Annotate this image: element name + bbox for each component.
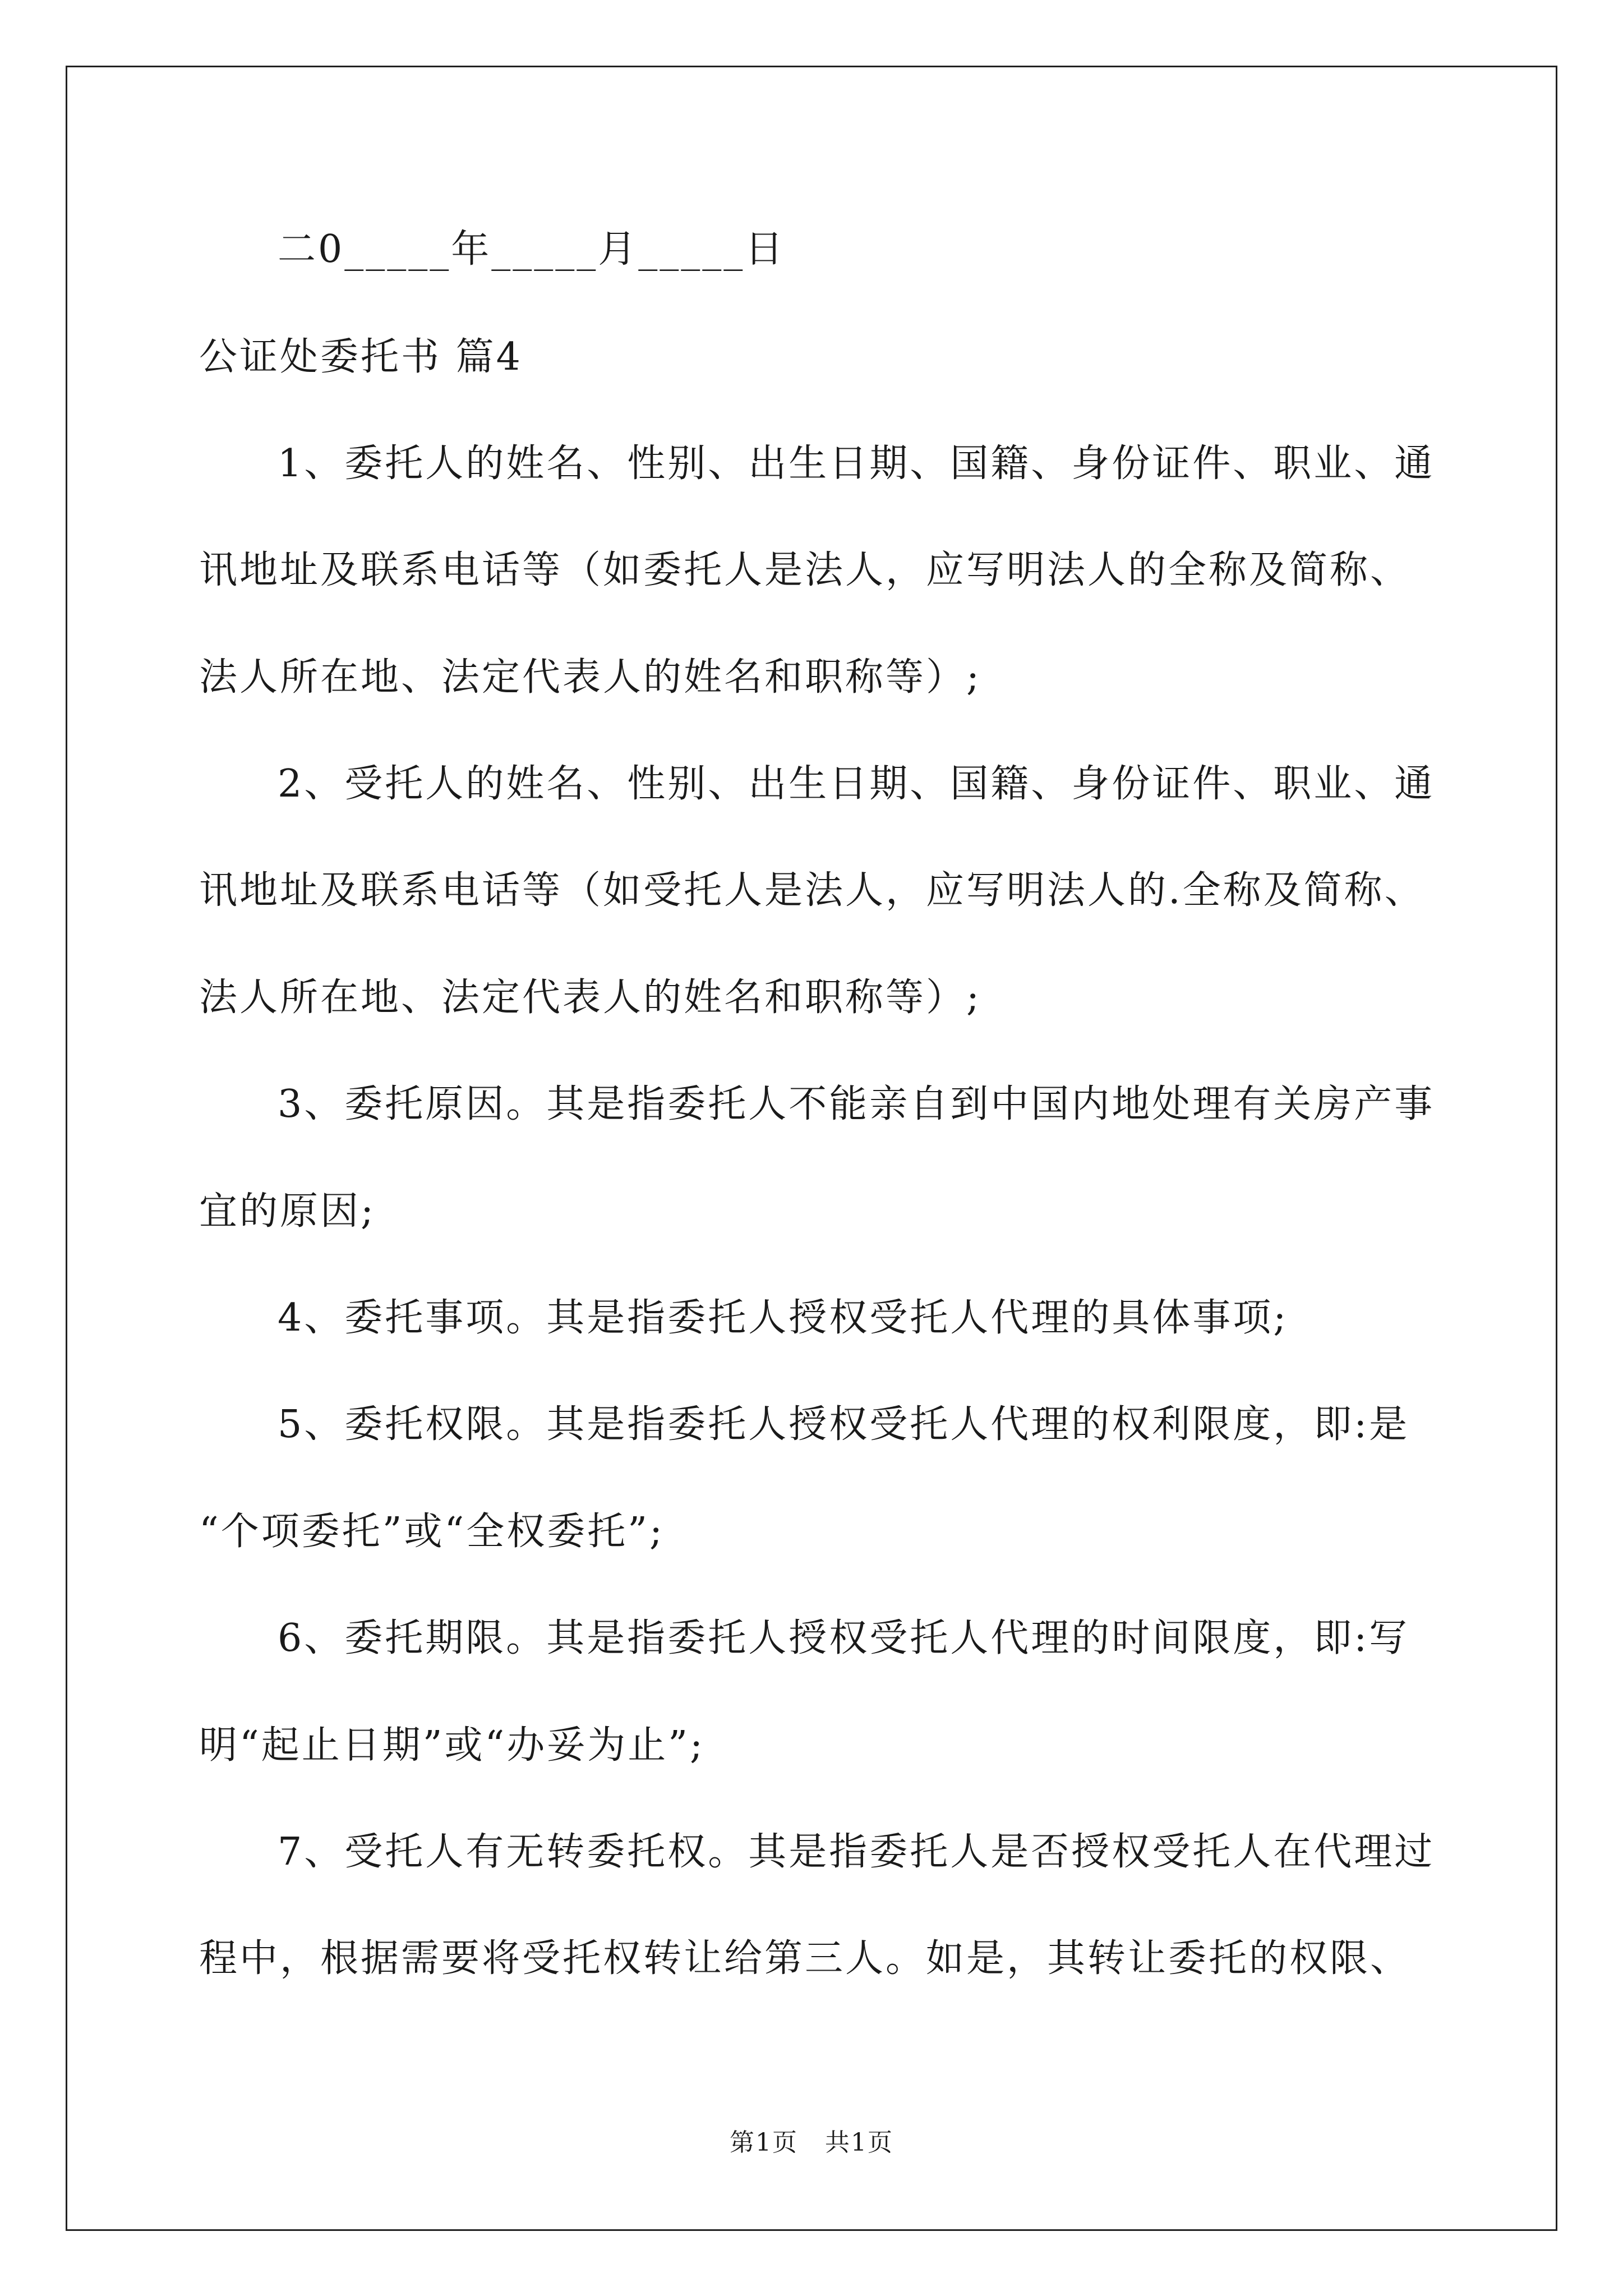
section-title: 公证处委托书 篇4	[199, 335, 523, 379]
page-total: 共1页	[825, 2128, 893, 2157]
page-footer	[0, 2126, 1623, 2160]
paragraph-5-line-1: 5、委托权限。其是指委托人授权受托人代理的权利限度，即:是	[278, 1402, 1410, 1447]
paragraph-3-line-1: 3、委托原因。其是指委托人不能亲自到中国内地处理有关房产事	[278, 1082, 1435, 1126]
paragraph-6-line-1: 6、委托期限。其是指委托人授权受托人代理的时间限度，即:写	[278, 1616, 1410, 1660]
date-line: 二0_____年_____月_____日	[278, 227, 786, 272]
paragraph-2-line-2: 讯地址及联系电话等（如受托人是法人，应写明法人的.全称及简称、	[199, 868, 1425, 913]
page-border	[66, 66, 1557, 2231]
paragraph-1-line-1: 1、委托人的姓名、性别、出生日期、国籍、身份证件、职业、通	[278, 441, 1435, 486]
paragraph-7-line-1: 7、受托人有无转委托权。其是指委托人是否授权受托人在代理过	[278, 1830, 1435, 1874]
paragraph-1-line-2: 讯地址及联系电话等（如委托人是法人，应写明法人的全称及简称、	[199, 548, 1411, 592]
paragraph-1-line-3: 法人所在地、法定代表人的姓名和职称等）;	[199, 655, 981, 700]
paragraph-4-line-1: 4、委托事项。其是指委托人授权受托人代理的具体事项;	[278, 1296, 1289, 1340]
paragraph-3-line-2: 宜的原因;	[199, 1189, 376, 1234]
paragraph-7-line-2: 程中，根据需要将受托权转让给第三人。如是，其转让委托的权限、	[199, 1936, 1411, 1981]
paragraph-5-line-2: “个项委托”或“全权委托”;	[199, 1510, 665, 1554]
page-number: 第1页	[730, 2128, 798, 2157]
paragraph-2-line-3: 法人所在地、法定代表人的姓名和职称等）;	[199, 976, 981, 1020]
paragraph-6-line-2: 明“起止日期”或“办妥为止”;	[199, 1723, 705, 1768]
paragraph-2-line-1: 2、受托人的姓名、性别、出生日期、国籍、身份证件、职业、通	[278, 762, 1435, 806]
